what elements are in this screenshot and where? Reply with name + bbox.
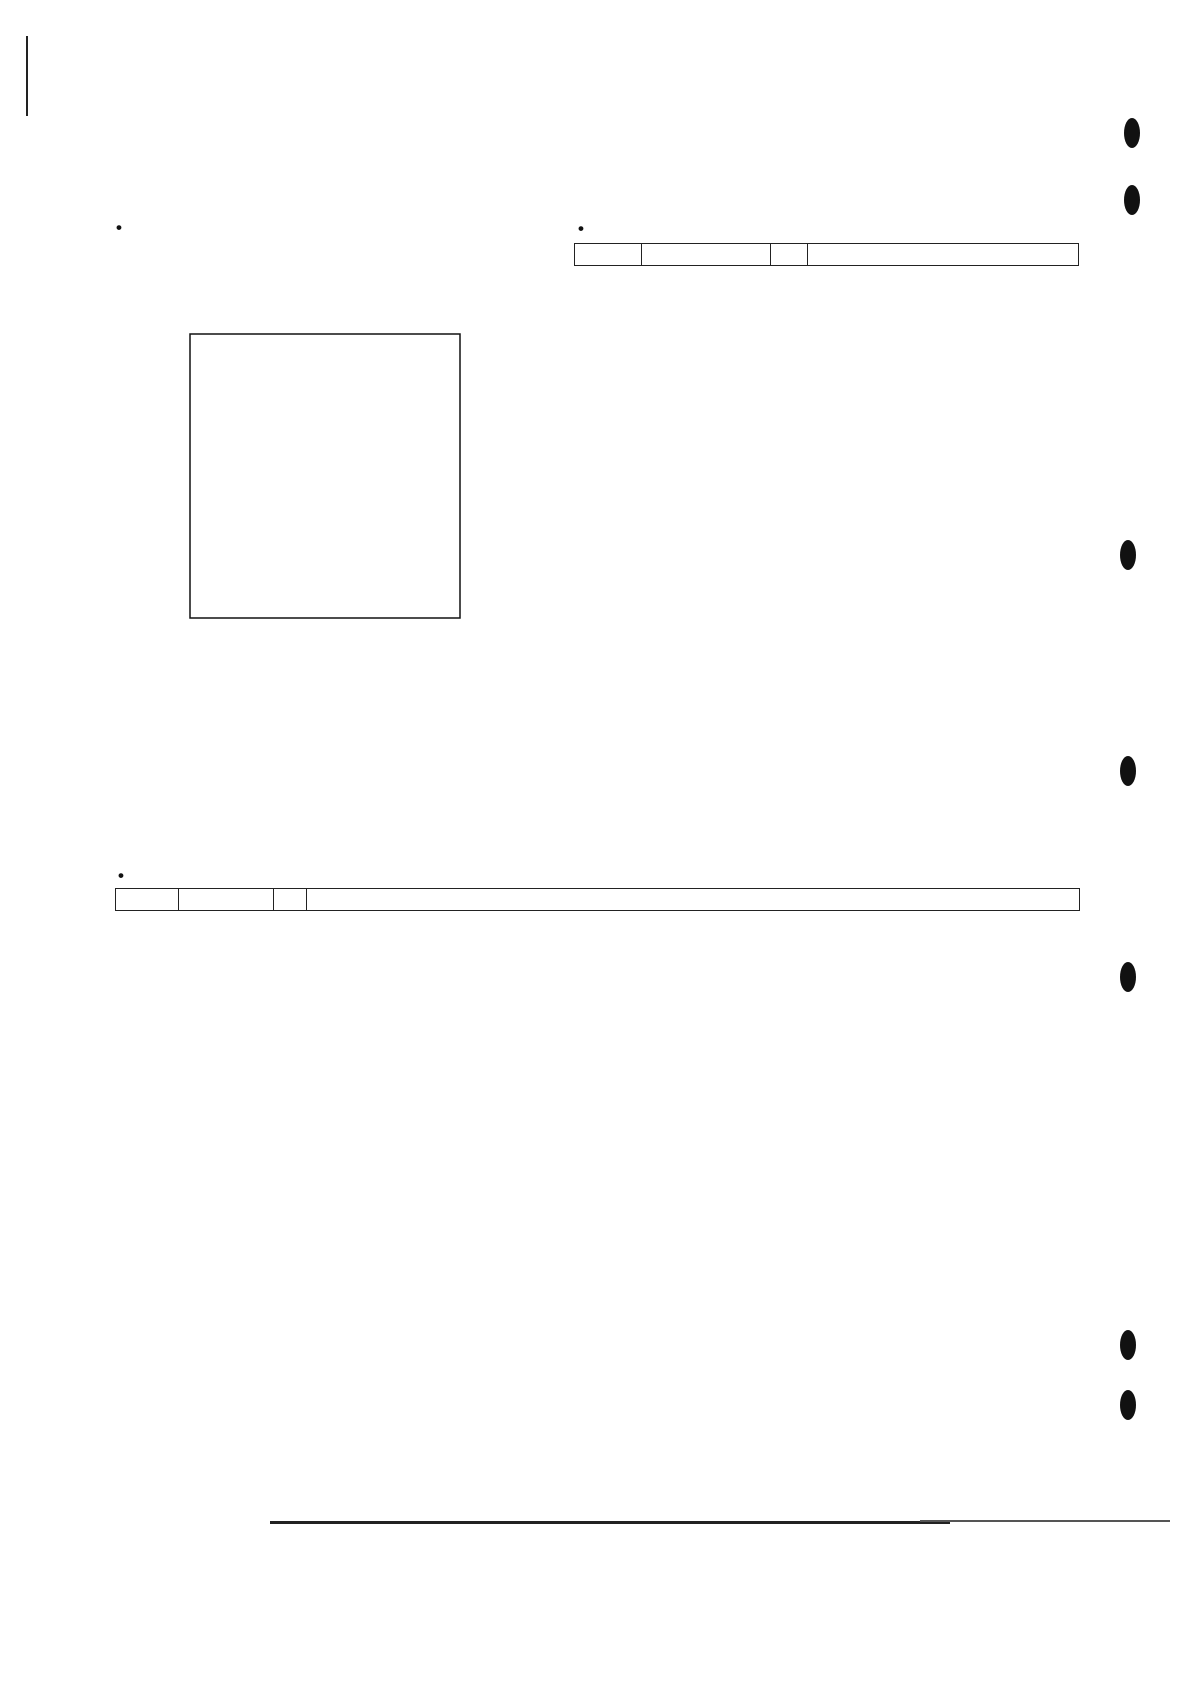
binder-hole bbox=[1120, 962, 1136, 992]
footer-rule bbox=[270, 1521, 950, 1524]
col-pin bbox=[116, 889, 179, 911]
binder-hole bbox=[1120, 756, 1136, 786]
mode-table-heading-row: • bbox=[118, 866, 134, 885]
chip-body bbox=[190, 334, 460, 618]
lcd-terminals-table bbox=[574, 243, 1079, 266]
lcd-table-header bbox=[575, 244, 1079, 266]
col-name bbox=[179, 889, 274, 911]
binder-hole bbox=[1120, 1330, 1136, 1360]
mode-table-header bbox=[116, 889, 1080, 911]
binder-hole bbox=[1120, 540, 1136, 570]
binder-hole bbox=[1120, 1390, 1136, 1420]
col-name bbox=[642, 244, 771, 266]
diagram-heading-row: • bbox=[116, 218, 132, 237]
footer-rule bbox=[920, 1520, 1170, 1522]
col-pin bbox=[575, 244, 642, 266]
lcd-table-heading-row: • bbox=[578, 219, 594, 238]
terminal-connection-diagram bbox=[110, 248, 560, 728]
col-function bbox=[808, 244, 1079, 266]
col-io bbox=[274, 889, 307, 911]
binder-hole bbox=[1124, 118, 1140, 148]
binder-hole bbox=[1124, 185, 1140, 215]
col-io bbox=[771, 244, 808, 266]
col-function bbox=[307, 889, 1080, 911]
mode-terminals-table bbox=[115, 888, 1080, 911]
margin-rule bbox=[26, 36, 28, 116]
